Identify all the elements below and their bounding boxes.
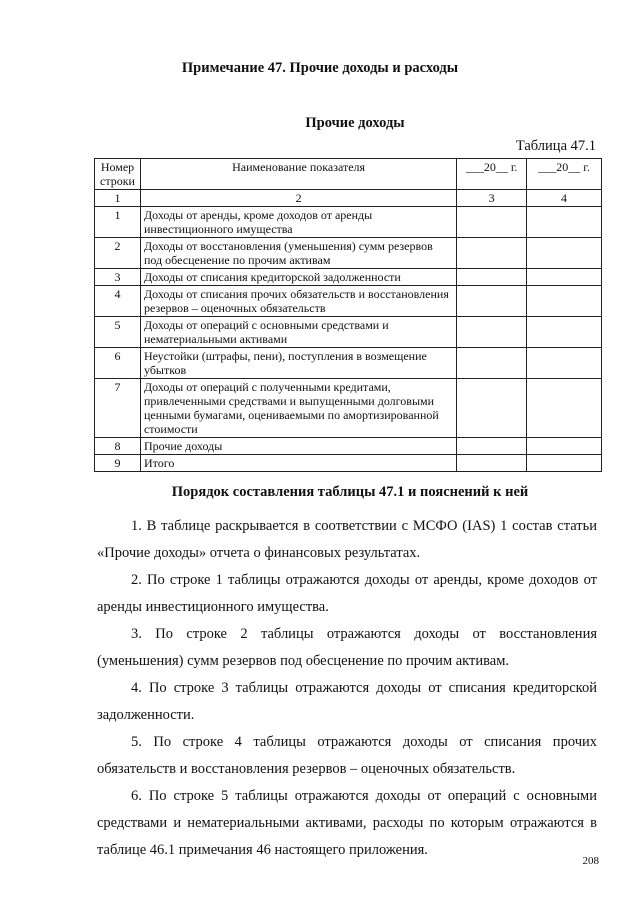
value-cell — [457, 348, 527, 379]
value-cell — [527, 379, 602, 438]
table-row — [95, 455, 602, 472]
header-row-number: Номер строки — [95, 159, 141, 190]
value-cell — [457, 269, 527, 286]
row-number: 5 — [95, 317, 141, 348]
page-number: 208 — [582, 855, 599, 867]
paragraph: 4. По строке 3 таблицы отражаются доходы от списания кредиторской задолженности. — [97, 680, 597, 723]
header-indicator-name: Наименование показателя — [140, 159, 456, 190]
column-number: 1 — [95, 190, 141, 207]
value-cell — [457, 207, 527, 238]
row-number: 1 — [95, 207, 141, 238]
value-cell — [457, 379, 527, 438]
value-cell — [457, 438, 527, 455]
column-number: 3 — [457, 190, 527, 207]
row-name: Доходы от операций с основными средствами и нематериальными активами — [140, 317, 456, 348]
row-name: Доходы от аренды, кроме доходов от аренды инвестиционного имущества — [140, 207, 456, 238]
row-name: Доходы от операций с полученными кредитами, привлеченными средствами и выпущенными долговыми ценными бумагами, оцениваемыми по амортизированной стоимости — [140, 379, 456, 438]
table-row — [95, 269, 602, 286]
value-cell — [527, 455, 602, 472]
column-number: 4 — [527, 190, 602, 207]
note-title: Примечание 47. Прочие доходы и расходы — [181, 60, 459, 76]
row-name: Доходы от списания кредиторской задолженности — [140, 269, 456, 286]
row-name: Доходы от списания прочих обязательств и восстановления резервов – оценочных обязательств — [140, 286, 456, 317]
table-row — [95, 286, 602, 317]
table-row — [95, 317, 602, 348]
row-number: 9 — [95, 455, 141, 472]
table-row — [95, 379, 602, 438]
paragraph: 5. По строке 4 таблицы отражаются доходы от списания прочих обязательств и восстановления резервов – оценочных обязательств. — [97, 734, 597, 777]
value-cell — [457, 317, 527, 348]
table-row — [95, 438, 602, 455]
row-number: 2 — [95, 238, 141, 269]
header-period-previous: ___20__ г. — [527, 159, 602, 190]
row-number: 6 — [95, 348, 141, 379]
row-number: 4 — [95, 286, 141, 317]
value-cell — [457, 455, 527, 472]
table-row — [95, 348, 602, 379]
paragraph: 3. По строке 2 таблицы отражаются доходы от восстановления (уменьшения) сумм резервов под обесценение по прочим активам. — [97, 626, 597, 669]
row-name: Итого — [140, 455, 456, 472]
row-name: Неустойки (штрафы, пени), поступления в возмещение убытков — [140, 348, 456, 379]
row-number: 3 — [95, 269, 141, 286]
value-cell — [527, 269, 602, 286]
header-period-current: ___20__ г. — [457, 159, 527, 190]
table-label: Таблица 47.1 — [515, 138, 596, 154]
column-number: 2 — [140, 190, 456, 207]
procedure-title: Порядок составления таблицы 47.1 и пояснений к ней — [171, 484, 529, 500]
income-table — [94, 158, 602, 472]
value-cell — [457, 238, 527, 269]
value-cell — [527, 238, 602, 269]
row-number: 7 — [95, 379, 141, 438]
value-cell — [527, 348, 602, 379]
paragraph: 6. По строке 5 таблицы отражаются доходы от операций с основными средствами и нематериальными активами, расходы по которым отражаются в таблице 46.1 примечания 46 настоящего приложения. — [97, 788, 597, 858]
row-name: Доходы от восстановления (уменьшения) сумм резервов под обесценение по прочим активам — [140, 238, 456, 269]
value-cell — [527, 438, 602, 455]
row-name: Прочие доходы — [140, 438, 456, 455]
row-number: 8 — [95, 438, 141, 455]
section-title: Прочие доходы — [305, 115, 405, 131]
value-cell — [527, 207, 602, 238]
table-column-numbers-row — [95, 190, 602, 207]
value-cell — [457, 286, 527, 317]
value-cell — [527, 286, 602, 317]
table-header-row — [95, 159, 602, 190]
paragraph: 2. По строке 1 таблицы отражаются доходы от аренды, кроме доходов от аренды инвестиционного имущества. — [97, 572, 597, 615]
table-row — [95, 207, 602, 238]
paragraph: 1. В таблице раскрывается в соответствии с МСФО (IAS) 1 состав статьи «Прочие доходы» отчета о финансовых результатах. — [97, 518, 597, 561]
value-cell — [527, 317, 602, 348]
explanation-paragraphs — [97, 513, 597, 864]
table-row — [95, 238, 602, 269]
